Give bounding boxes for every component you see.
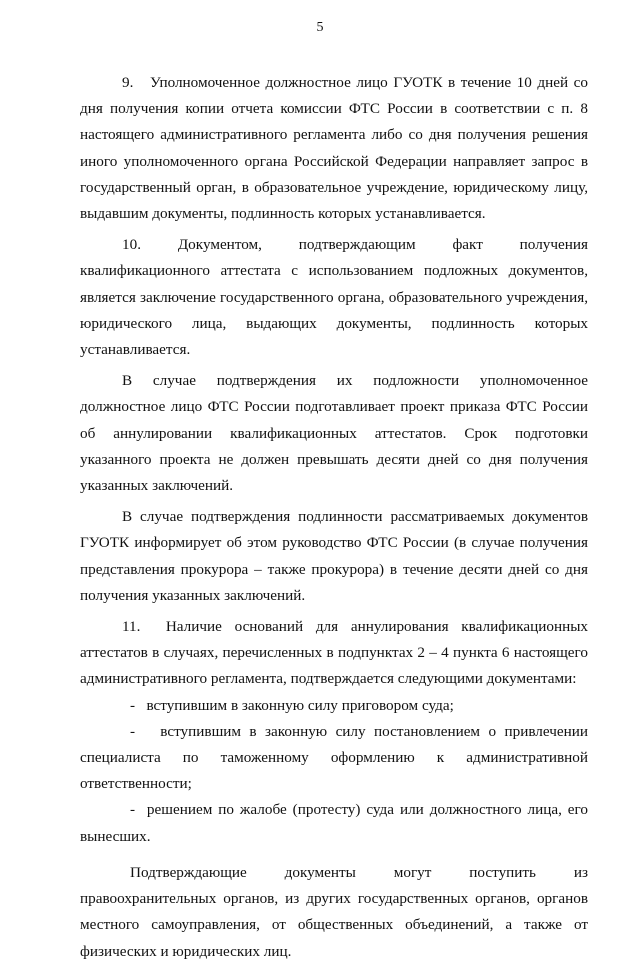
- paragraph-item-9: 9. Уполномоченное должностное лицо ГУОТК в течение 10 дней со дня получения копии отчета комиссии ФТС России в соответствии с п. 8 настоящего административного регламента либо со дня получения решения иного уполномоченного органа Российской Федерации направляет запрос в государственный орган, в образовательное учреждение, юридическому лицу, выдавшим документы, подлинность которых устанавливается.: [80, 74, 588, 223]
- paragraph-forgery-confirmed: В случае подтверждения их подложности уполномоченное должностное лицо ФТС России подготавливает проект приказа ФТС России об аннулировании квалификационных аттестатов. Срок подготовки указанного проекта не должен превышать десяти дней со дня получения указанных заключений.: [80, 372, 588, 495]
- paragraph-authenticity-confirmed: В случае подтверждения подлинности рассматриваемых документов ГУОТК информирует об этом руководство ФТС России (в случае получения представления прокурора – также прокурора) в течение десяти дней со дня получения указанных заключений.: [80, 508, 588, 604]
- page-number: 5: [316, 20, 324, 35]
- list-item-administrative-ruling: - вступившим в законную силу постановлением о привлечении специалиста по таможенному оформлению к административной ответственности;: [80, 722, 588, 793]
- list-item-complaint-decision: - решением по жалобе (протесту) суда или должностного лица, его вынесших.: [80, 801, 588, 845]
- paragraph-supporting-documents: Подтверждающие документы могут поступить из правоохранительных органов, из других государственных органов, органов местного самоуправления, от общественных объединений, а также от физических и юридических лиц.: [80, 863, 588, 960]
- document-body: [80, 70, 588, 970]
- paragraph-item-10: 10. Документом, подтверждающим факт получения квалификационного аттестата с использованием подложных документов, является заключение государственного органа, образовательного учреждения, юридического лица, выдающих документы, подлинность которых устанавливается.: [80, 236, 588, 359]
- list-item-court-verdict: - вступившим в законную силу приговором суда;: [130, 696, 454, 714]
- paragraph-item-11: 11. Наличие оснований для аннулирования квалификационных аттестатов в случаях, перечисленных в подпунктах 2 – 4 пункта 6 настоящего административного регламента, подтверждается следующими документами:: [80, 618, 588, 688]
